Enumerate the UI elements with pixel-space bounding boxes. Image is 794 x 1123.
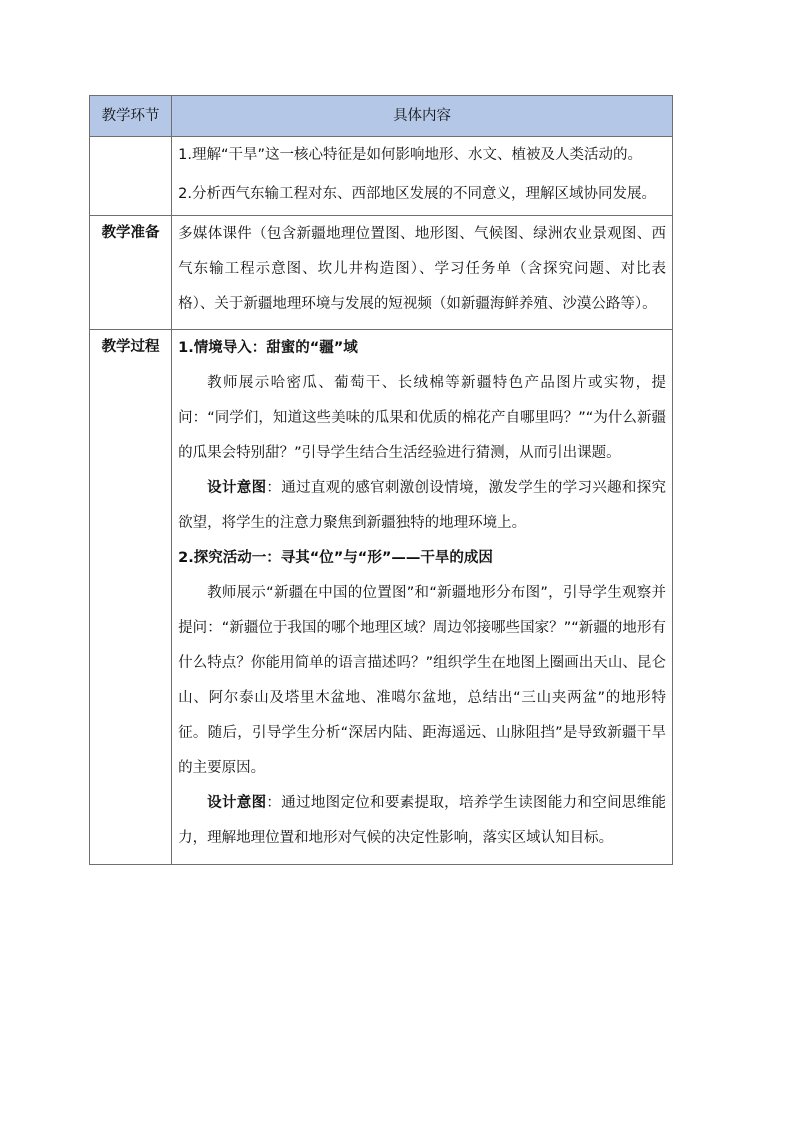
goals-row — [90, 137, 673, 216]
lesson-plan-table — [89, 95, 673, 865]
section-1-title: 1.情境导入：甜蜜的“疆”域 — [178, 340, 358, 356]
prep-label: 教学准备 — [101, 225, 160, 241]
goals-label-cell — [90, 137, 172, 216]
section-2-body: 教师展示“新疆在中国的位置图”和“新疆地形分布图”，引导学生观察并提问：“新疆位于我国的哪个地理区域？周边邻接哪些国家？”“新疆的地形有什么特点？你能用简单的语言描述吗？”组织学生在地图上圈画出天山、昆仑山、阿尔泰山及塔里木盆地、准噶尔盆地，总结出“三山夹两盆”的地形特征。随后，引导学生分析“深居内陆、距海遥远、山脉阻挡”是导致新疆干旱的主要原因。 — [178, 585, 666, 776]
goal-item-1: 1.理解“干旱”这一核心特征是如何影响地形、水文、植被及人类活动的。 — [178, 147, 642, 163]
section-2-design-intent — [178, 786, 666, 856]
header-content-label: 具体内容 — [393, 108, 452, 124]
header-stage-label: 教学环节 — [101, 108, 160, 124]
table-header-row — [90, 96, 673, 137]
prep-row — [90, 216, 673, 330]
section-2-intent-text: ：通过地图定位和要素提取，培养学生读图能力和空间思维能力，理解地理位置和地形对气候的决定性影响，落实区域认知目标。 — [178, 795, 666, 846]
process-row — [90, 330, 673, 865]
prep-content-cell — [172, 216, 673, 330]
prep-text: 多媒体课件（包含新疆地理位置图、地形图、气候图、绿洲农业景观图、西气东输工程示意图、坎儿井构造图）、学习任务单（含探究问题、对比表格）、关于新疆地理环境与发展的短视频（如新疆海鲜养殖、沙漠公路等）。 — [178, 226, 666, 312]
goals-content-cell — [172, 137, 673, 216]
process-label: 教学过程 — [101, 339, 160, 355]
goal-item-2: 2.分析西气东输工程对东、西部地区发展的不同意义，理解区域协同发展。 — [178, 186, 656, 202]
header-content-cell — [172, 96, 673, 137]
section-1-intent-text: ：通过直观的感官刺激创设情境，激发学生的学习兴趣和探究欲望，将学生的注意力聚焦到新疆独特的地理环境上。 — [178, 480, 666, 531]
process-content-cell — [172, 330, 673, 865]
section-2-intent-label: 设计意图 — [207, 795, 267, 811]
section-1-body: 教师展示哈密瓜、葡萄干、长绒棉等新疆特色产品图片或实物，提问：“同学们，知道这些美味的瓜果和优质的棉花产自哪里吗？”“为什么新疆的瓜果会特别甜？”引导学生结合生活经验进行猜测，从而引出课题。 — [178, 375, 666, 461]
header-stage-cell — [90, 96, 172, 137]
section-1-design-intent — [178, 471, 666, 541]
process-label-cell — [90, 330, 172, 865]
section-2-title: 2.探究活动一：寻其“位”与“形”——干旱的成因 — [178, 550, 493, 566]
prep-label-cell — [90, 216, 172, 330]
section-1-intent-label: 设计意图 — [207, 480, 267, 496]
